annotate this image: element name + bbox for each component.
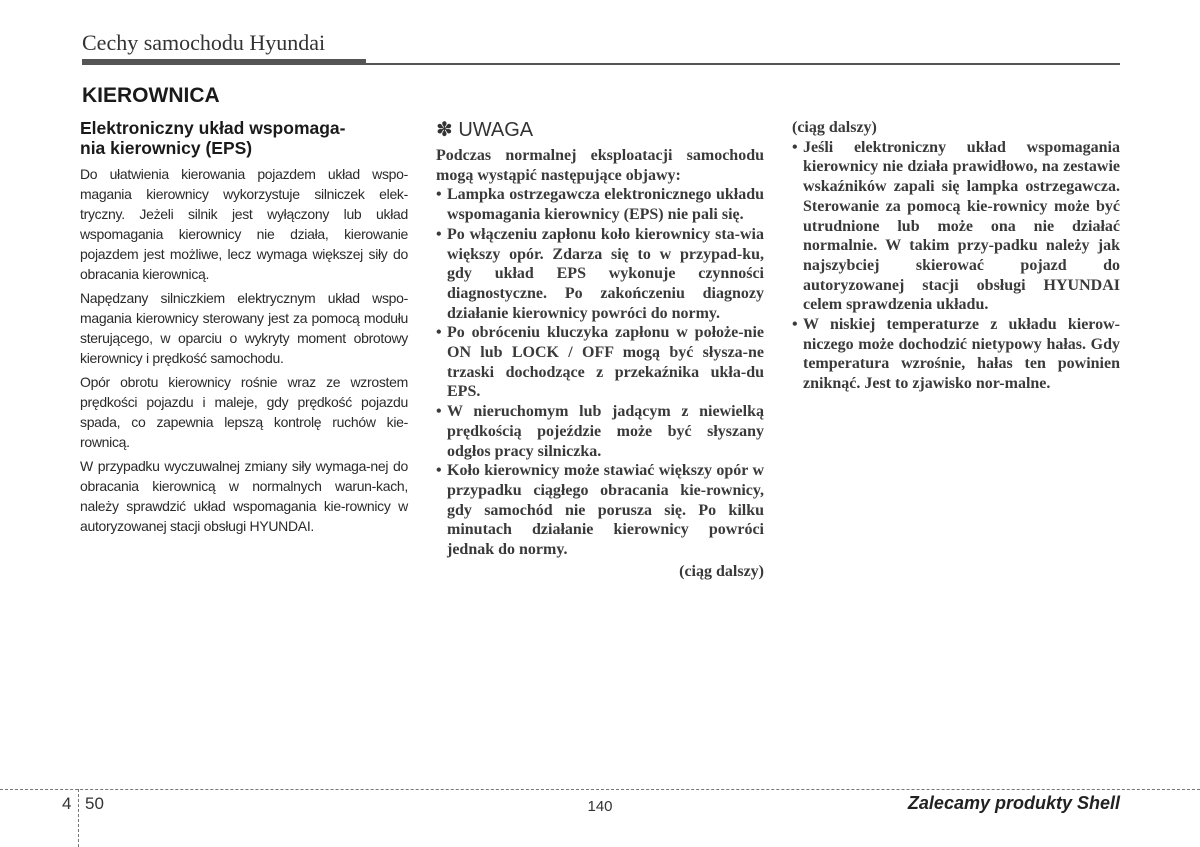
section-title: KIEROWNICA bbox=[82, 84, 220, 107]
caution-title: UWAGA bbox=[458, 119, 534, 141]
middle-column bbox=[436, 118, 764, 581]
eps-subheading-line: Elektroniczny układ wspomaga- bbox=[80, 118, 346, 138]
header-rule bbox=[366, 63, 1120, 65]
list-item: • W nieruchomym lub jadącym z niewielką prędkością pojeździe może być słyszany odgłos pracy silniczka. bbox=[436, 402, 764, 461]
paragraph: W przypadku wyczuwalnej zmiany siły wymaga-nej do obracania kierownicą w normalnych warun-kach, należy sprawdzić układ wspomagania kie-rownicy w autoryzowanej stacji obsługi HYUNDAI. bbox=[80, 458, 408, 534]
left-column bbox=[80, 118, 408, 540]
caution-list bbox=[436, 185, 764, 559]
chapter-number: 4 bbox=[62, 794, 72, 813]
list-item: • Lampka ostrzegawcza elektronicznego układu wspomagania kierownicy (EPS) nie pali się. bbox=[436, 185, 764, 224]
list-item: • Po obróceniu kluczyka zapłonu w położe-nie ON lub LOCK / OFF mogą być słysza-ne trzaski dochodzące z przekaźnika ukła-du EPS. bbox=[436, 323, 764, 402]
page-number: 50 bbox=[85, 794, 104, 813]
footer-divider bbox=[78, 789, 79, 847]
header-bar bbox=[82, 59, 366, 65]
sheet-number: 140 bbox=[587, 798, 613, 815]
continued-note: (ciąg dalszy) bbox=[679, 562, 764, 580]
footer-rule bbox=[0, 789, 1200, 790]
eps-subheading bbox=[80, 118, 408, 158]
caution-heading bbox=[436, 118, 764, 142]
paragraph: Do ułatwienia kierowania pojazdem układ wspo-magania kierownicy wykorzystuje silniczek elek-tryczny. Jeżeli silnik jest wyłączony lub układ wspomagania kierownicy nie działa, kierowanie pojazdem jest możliwe, lecz wymaga większej siły do obracania kierownicą. bbox=[80, 166, 408, 282]
caution-intro: Podczas normalnej eksploatacji samochodu mogą wystąpić następujące objawy: bbox=[436, 147, 764, 184]
header-title: Cechy samochodu Hyundai bbox=[82, 30, 326, 55]
eps-subheading-line: nia kierownicy (EPS) bbox=[80, 138, 253, 158]
list-item: • Po włączeniu zapłonu koło kierownicy sta-wia większy opór. Zdarza się to w przypad-ku, gdy układ EPS wykonuje czynności diagnostyczne. Po zakończeniu diagnozy działanie kierownicy powróci do normy. bbox=[436, 225, 764, 324]
brand-text: Zalecamy produkty Shell bbox=[907, 793, 1120, 813]
paragraph: Opór obrotu kierownicy rośnie wraz ze wzrostem prędkości pojazdu i maleje, gdy prędkość pojazdu spada, co zapewnia lepszą kontrolę ruchów kie-rownicą. bbox=[80, 374, 408, 450]
caution-list-continued bbox=[792, 138, 1120, 394]
list-item: • Jeśli elektroniczny układ wspomagania kierownicy nie działa prawidłowo, na zestawie wskaźników zapali się lampka ostrzegawcza. Sterowanie za pomocą kie-rownicy może być utrudnione lub może ona nie działać normalnie. W takim przy-padku należy jak najszybciej skierować pojazd do autoryzowanej stacji obsługi HYUNDAI celem sprawdzenia układu. bbox=[792, 138, 1120, 315]
list-item: • Koło kierownicy może stawiać większy opór w przypadku ciągłego obracania kie-rownicy, gdy samochód nie porusza się. Po kilku minutach działanie kierownicy powróci jednak do normy. bbox=[436, 461, 764, 560]
continued-note: (ciąg dalszy) bbox=[792, 119, 877, 136]
right-column bbox=[792, 118, 1120, 394]
paragraph: Napędzany silniczkiem elektrycznym układ wspo-magania kierownicy sterowany jest za pomocą modułu sterującego, w oparciu o wykryty moment obrotowy kierownicy i prędkość samochodu. bbox=[80, 290, 408, 366]
asterisk-icon: ✽ bbox=[436, 119, 453, 141]
list-item: • W niskiej temperaturze z układu kierow-niczego może dochodzić nietypowy hałas. Gdy temperatura wzrośnie, hałas ten powinien zniknąć. Jest to zjawisko nor-malne. bbox=[792, 315, 1120, 394]
